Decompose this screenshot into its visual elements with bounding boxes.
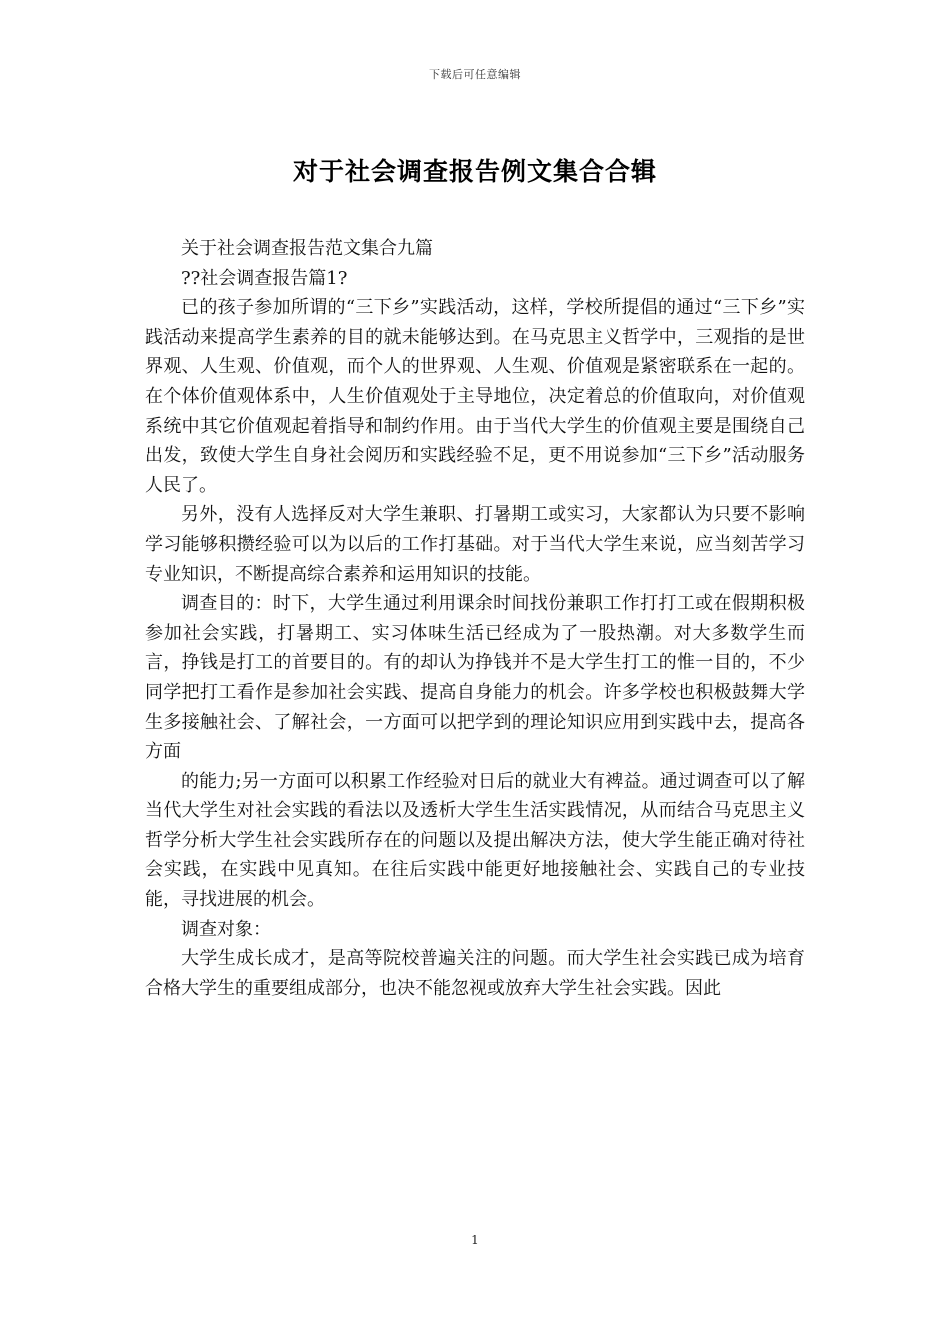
- body-paragraph: 的能力;另一方面可以积累工作经验对日后的就业大有裨益。通过调查可以了解当代大学生对社会实践的看法以及透析大学生生活实践情况，从而结合马克思主义哲学分析大学生社会实践所存在的问题以及提出解决方法，使大学生能正确对待社会实践，在实践中见真知。在往后实践中能更好地接触社会、实践自己的专业技能，寻找进展的机会。: [145, 770, 805, 911]
- body-paragraph: 大学生成长成才，是高等院校普遍关注的问题。而大学生社会实践已成为培育合格大学生的重要组成部分，也决不能忽视或放弃大学生社会实践。因此: [145, 948, 805, 999]
- section-heading-paragraph: ??社会调查报告篇1?: [181, 267, 348, 289]
- document-title: 对于社会调查报告例文集合合辑: [292, 157, 657, 186]
- body-paragraph: 已的孩子参加所谓的“三下乡”实践活动，这样，学校所提倡的通过“三下乡”实践活动来提高学生素养的目的就未能够达到。在马克思主义哲学中，三观指的是世界观、人生观、价值观，而个人的世界观、人生观、价值观是紧密联系在一起的。在个体价值观体系中，人生价值观处于主导地位，决定着总的价值取向，对价值观系统中其它价值观起着指导和制约作用。由于当代大学生的价值观主要是围绕自己出发，致使大学生自身社会阅历和实践经验不足，更不用说参加“三下乡”活动服务人民了。: [145, 297, 805, 496]
- document-body: [145, 234, 805, 1003]
- body-paragraph: 调查对象：: [181, 918, 271, 940]
- header-note: 下载后可任意编辑: [429, 68, 521, 81]
- body-paragraph: 另外，没有人选择反对大学生兼职、打暑期工或实习，大家都认为只要不影响学习能够积攒经验可以为以后的工作打基础。对于当代大学生来说，应当刻苦学习专业知识，不断提高综合素养和运用知识的技能。: [145, 504, 805, 585]
- subtitle-paragraph: 关于社会调查报告范文集合九篇: [181, 238, 433, 259]
- page-number: 1: [471, 1233, 479, 1247]
- body-paragraph: 调查目的：时下，大学生通过利用课余时间找份兼职工作打打工或在假期积极参加社会实践，打暑期工、实习体味生活已经成为了一股热潮。对大多数学生而言，挣钱是打工的首要目的。有的却认为挣钱并不是大学生打工的惟一目的，不少同学把打工看作是参加社会实践、提高自身能力的机会。许多学校也积极鼓舞大学生多接触社会、了解社会，一方面可以把学到的理论知识应用到实践中去，提高各方面: [145, 593, 805, 763]
